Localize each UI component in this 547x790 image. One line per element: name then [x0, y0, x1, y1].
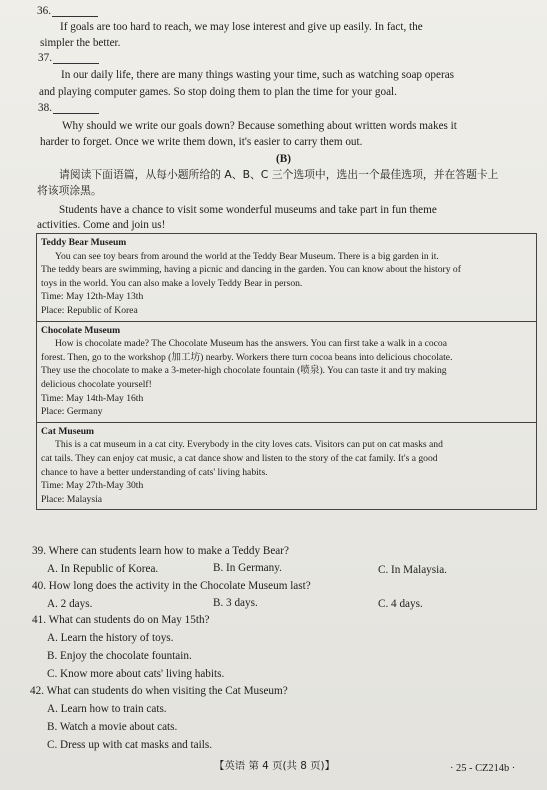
- museum-place: Place: Malaysia: [41, 493, 103, 505]
- museum-text-line: They use the chocolate to make a 3-meter-high chocolate fountain (喷泉). You can taste it and try making: [41, 365, 447, 377]
- museum-text-line: delicious chocolate yourself!: [41, 378, 152, 390]
- museum-text-line: forest. Then, go to the workshop (加工坊) nearby. Workers there turn cocoa beans into delicious chocolate.: [41, 351, 453, 363]
- question-42-option-a: A. Learn how to train cats.: [47, 703, 167, 715]
- question-40-option-b: B. 3 days.: [213, 597, 258, 609]
- museum-row-cat: [37, 422, 537, 510]
- paragraph-37-line-1: In our daily life, there are many things wasting your time, such as watching soap operas: [61, 69, 455, 81]
- question-39-option-b: B. In Germany.: [213, 562, 282, 574]
- museum-place: Place: Germany: [41, 406, 103, 418]
- museum-time: Time: May 27th-May 30th: [41, 480, 144, 492]
- museum-text-line: How is chocolate made? The Chocolate Museum has the answers. You can first take a walk in a cocoa: [55, 338, 447, 350]
- question-37-number: 37.: [38, 52, 52, 64]
- museum-place: Place: Republic of Korea: [41, 304, 138, 316]
- question-39-option-a: A. In Republic of Korea.: [47, 563, 159, 575]
- paragraph-38-line-1: Why should we write our goals down? Because something about written words makes it: [62, 120, 457, 132]
- section-b-intro-line-2: activities. Come and join us!: [37, 219, 166, 231]
- museum-time: Time: May 12th-May 13th: [41, 291, 144, 303]
- question-40-option-a: A. 2 days.: [47, 598, 93, 610]
- question-40-stem: 40. How long does the activity in the Chocolate Museum last?: [32, 580, 311, 592]
- answer-blank-38: [53, 113, 99, 114]
- question-41-option-b: B. Enjoy the chocolate fountain.: [47, 650, 192, 662]
- question-39-stem: 39. Where can students learn how to make a Teddy Bear?: [32, 545, 289, 557]
- question-41-option-c: C. Know more about cats' living habits.: [47, 668, 225, 680]
- museum-name: Teddy Bear Museum: [41, 237, 127, 248]
- answer-blank-36: [52, 16, 98, 17]
- question-39-option-c: C. In Malaysia.: [378, 564, 447, 576]
- question-38-number: 38.: [38, 102, 52, 114]
- question-36-number: 36.: [37, 5, 51, 17]
- museum-text-line: cat tails. They can enjoy cat music, a cat dance show and listen to the story of the cat family. It's a good: [41, 452, 438, 464]
- museum-text-line: chance to have a better understanding of cats' living habits.: [41, 466, 268, 478]
- museum-text-line: This is a cat museum in a cat city. Everybody in the city loves cats. Visitors can put on cat masks and: [55, 439, 443, 451]
- paragraph-36-line-2: simpler the better.: [40, 37, 121, 49]
- section-b-instruction-line-1: 请阅读下面语篇，从每小题所给的 A、B、C 三个选项中，选出一个最佳选项，并在答题卡上: [59, 168, 499, 181]
- section-b-label: (B): [276, 153, 291, 165]
- question-40-option-c: C. 4 days.: [378, 598, 423, 610]
- museum-row-teddy-bear: [37, 234, 537, 322]
- question-41-option-a: A. Learn the history of toys.: [47, 632, 174, 644]
- museum-text-line: The teddy bears are swimming, having a picnic and dancing in the garden. You can know about the history of: [41, 264, 461, 276]
- museum-text-line: You can see toy bears from around the world at the Teddy Bear Museum. There is a big garden in it.: [55, 250, 439, 262]
- paragraph-37-line-2: and playing computer games. So stop doing them to plan the time for your goal.: [39, 86, 397, 98]
- paragraph-36-line-1: If goals are too hard to reach, we may lose interest and give up easily. In fact, the: [60, 21, 423, 33]
- answer-blank-37: [53, 63, 99, 64]
- museum-row-chocolate: [37, 321, 537, 422]
- section-b-instruction-line-2: 将该项涂黑。: [37, 184, 102, 197]
- museum-name: Chocolate Museum: [41, 324, 121, 336]
- page-footer-code: · 25 - CZ214b ·: [450, 763, 516, 774]
- section-b-intro-line-1: Students have a chance to visit some wonderful museums and take part in fun theme: [59, 204, 437, 216]
- museum-name: Cat Museum: [41, 425, 95, 437]
- question-42-option-b: B. Watch a movie about cats.: [47, 721, 178, 733]
- museum-time: Time: May 14th-May 16th: [41, 392, 144, 404]
- question-42-stem: 42. What can students do when visiting the Cat Museum?: [30, 685, 288, 697]
- question-42-option-c: C. Dress up with cat masks and tails.: [47, 739, 212, 751]
- museums-table: [36, 233, 537, 510]
- question-41-stem: 41. What can students do on May 15th?: [32, 614, 210, 626]
- museum-text-line: toys in the world. You can also make a lovely Teddy Bear in person.: [41, 277, 303, 289]
- page-footer-center: 【英语 第 4 页(共 8 页)】: [214, 760, 335, 772]
- paragraph-38-line-2: harder to forget. Once we write them down, it's easier to carry them out.: [40, 136, 363, 148]
